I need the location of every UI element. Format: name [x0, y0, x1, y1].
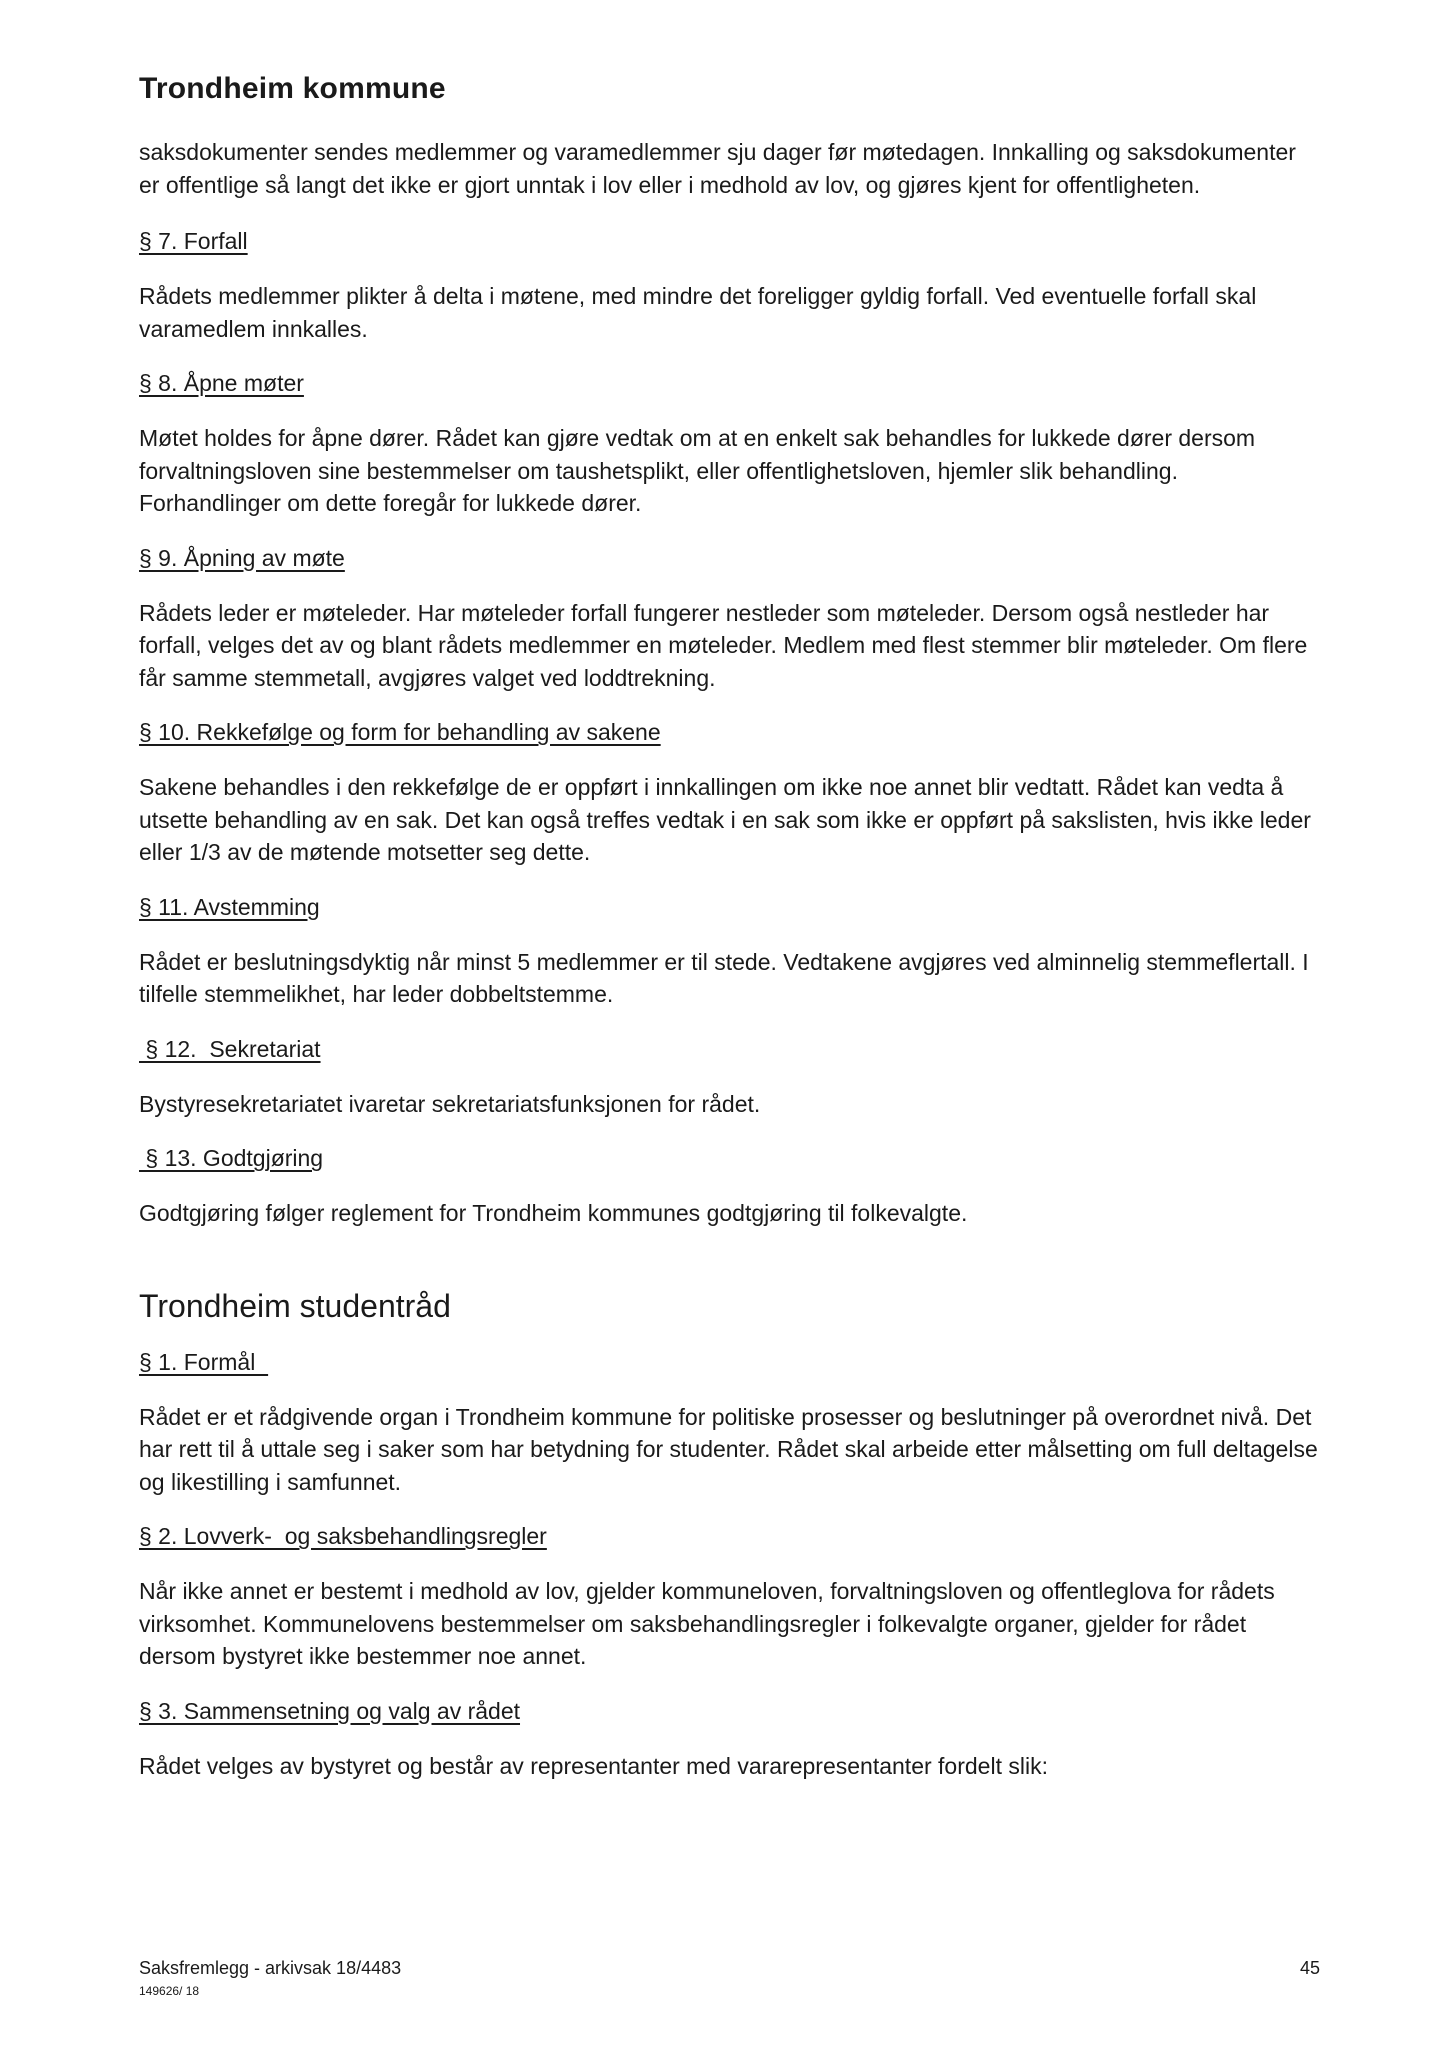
heading-trondheim-studentrad: Trondheim studentråd [139, 1287, 451, 1324]
paragraph-godtgjoring: Godtgjøring følger reglement for Trondheim kommunes godtgjøring til folkevalgte. [139, 1200, 968, 1226]
footer-doc-id: 149626/ 18 [139, 1984, 200, 1998]
paragraph-meeting-documents: saksdokumenter sendes medlemmer og varamedlemmer sju dager før møtedagen. Innkalling og saksdokumenter er offentlige så langt det ikke er gjort unntak i lov eller i medhold av lov, og gjøres kjent for offentligheten. [139, 139, 1296, 198]
section-heading-rekkefolge: § 10. Rekkefølge og form for behandling av sakene [139, 719, 661, 745]
section-heading-sekretariat: § 12. Sekretariat [139, 1035, 321, 1062]
footer-reference: Saksfremlegg - arkivsak 18/4483 [139, 1958, 402, 1978]
paragraph-sammensetning: Rådet velges av bystyret og består av representanter med vararepresentanter fordelt slik: [139, 1752, 1048, 1779]
paragraph-avstemming: Rådet er beslutningsdyktig når minst 5 medlemmer er til stede. Vedtakene avgjøres ved alminnelig stemmeflertall. I tilfelle stemmelikhet, har leder dobbeltstemme. [139, 948, 1309, 1007]
header-title: Trondheim kommune [139, 72, 446, 105]
section-heading-lovverk: § 2. Lovverk- og saksbehandlingsregler [139, 1523, 547, 1549]
section-heading-forfall: § 7. Forfall [139, 228, 248, 254]
paragraph-apne-moter: Møtet holdes for åpne dører. Rådet kan gjøre vedtak om at en enkelt sak behandles for lukkede dører dersom forvaltningsloven sine bestemmelser om taushetsplikt, eller offentlighetsloven, hjemler slik behandling. Forhandlinger om dette foregår for lukkede dører. [139, 425, 1256, 516]
paragraph-lovverk: Når ikke annet er bestemt i medhold av lov, gjelder kommuneloven, forvaltningsloven og offentleglova for rådets virksomhet. Kommunelovens bestemmelser om saksbehandlingsregler i folkevalgte organer, gjelder for rådet dersom bystyret ikke bestemmer noe annet. [139, 1578, 1275, 1669]
section-heading-avstemming: § 11. Avstemming [139, 893, 320, 920]
document-body [139, 136, 1319, 1782]
paragraph-rekkefolge: Sakene behandles i den rekkefølge de er oppført i innkallingen om ikke noe annet blir vedtatt. Rådet kan vedta å utsette behandling av en sak. Det kan også treffes vedtak i en sak som ikke er oppført på sakslisten, hvis ikke leder eller 1/3 av de møtende motsetter seg dette. [139, 774, 1311, 865]
footer [139, 1956, 401, 1999]
paragraph-apning-av-mote: Rådets leder er møteleder. Har møteleder forfall fungerer nestleder som møteleder. Dersom også nestleder har forfall, velges det av og blant rådets medlemmer en møteleder. Medlem med flest stemmer blir møteleder. Om flere får samme stemmetall, avgjøres valget ved loddtrekning. [139, 599, 1308, 691]
paragraph-forfall: Rådets medlemmer plikter å delta i møtene, med mindre det foreligger gyldig forfall. Ved eventuelle forfall skal varamedlem innkalles. [139, 283, 1257, 342]
page-number: 45 [1300, 1958, 1321, 1978]
section-heading-apning-av-mote: § 9. Åpning av møte [139, 544, 345, 571]
paragraph-sekretariat: Bystyresekretariatet ivaretar sekretariatsfunksjonen for rådet. [139, 1090, 761, 1117]
paragraph-formal: Rådet er et rådgivende organ i Trondheim kommune for politiske prosesser og beslutninger på overordnet nivå. Det har rett til å uttale seg i saker som har betydning for studenter. Rådet skal arbeide etter målsetting om full deltagelse og likestilling i samfunnet. [139, 1403, 1318, 1495]
section-heading-sammensetning: § 3. Sammensetning og valg av rådet [139, 1697, 521, 1724]
section-heading-godtgjoring: § 13. Godtgjøring [139, 1145, 324, 1171]
section-heading-formal: § 1. Formål [139, 1348, 269, 1375]
section-heading-apne-moter: § 8. Åpne møter [139, 370, 304, 396]
